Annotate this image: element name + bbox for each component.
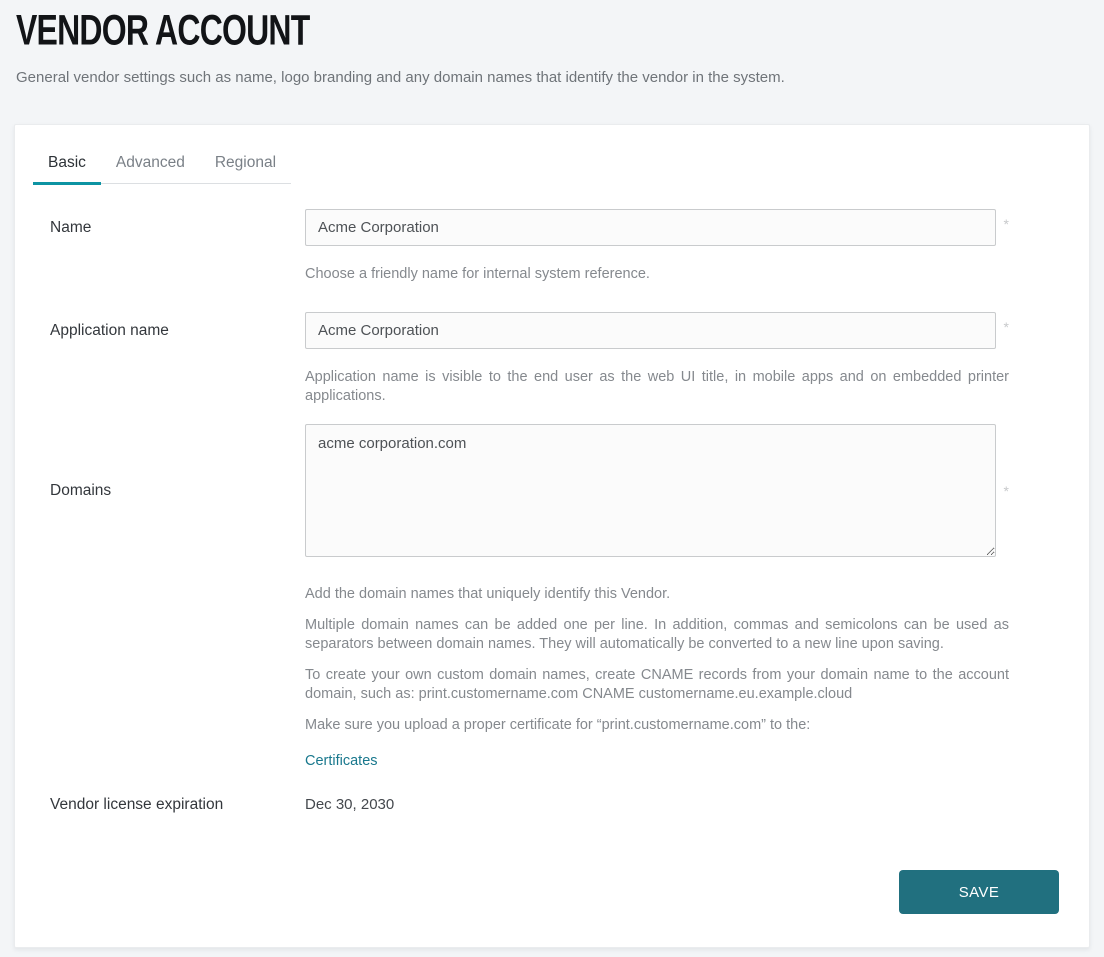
page-subtitle: General vendor settings such as name, logo branding and any domain names that identify the vendor in the system. (16, 69, 785, 86)
domains-field-area (305, 424, 1009, 771)
page-title: VENDOR ACCOUNT (16, 6, 310, 54)
required-asterisk: * (1003, 482, 1009, 499)
application-name-input[interactable] (305, 312, 996, 349)
vendor-settings-form (50, 209, 1089, 815)
domains-help-text-2: Multiple domain names can be added one per line. In addition, commas and semicolons can be used as separators between domain names. They will automatically be converted to a new line upon saving. (305, 617, 1009, 652)
page-header (0, 0, 1104, 88)
domains-help-text-3: To create your own custom domain names, create CNAME records from your domain name to the account domain, such as: print.customername.com CNAME customername.eu.example.cloud (305, 667, 1009, 702)
domains-textarea[interactable] (305, 424, 996, 557)
name-row (50, 209, 1089, 284)
required-asterisk: * (1003, 319, 1009, 335)
required-asterisk: * (1003, 216, 1009, 232)
application-name-row (50, 312, 1089, 406)
domains-row (50, 424, 1089, 771)
domains-help-block (305, 585, 1009, 771)
name-label: Name (50, 218, 92, 236)
name-control-line (305, 209, 1009, 246)
license-expiration-row (50, 795, 1089, 815)
tab-advanced[interactable]: Advanced (115, 154, 185, 171)
domains-label: Domains (50, 481, 112, 499)
settings-panel (14, 124, 1090, 948)
application-name-field-area (305, 312, 1009, 406)
application-name-label: Application name (50, 321, 169, 339)
tab-basic[interactable]: Basic (33, 145, 101, 183)
tab-bar (33, 145, 291, 184)
application-name-help-text: Application name is visible to the end user as the web UI title, in mobile apps and on embedded printer applications. (305, 369, 1009, 404)
save-button[interactable]: SAVE (899, 870, 1059, 914)
tab-regional[interactable]: Regional (214, 154, 277, 171)
license-expiration-label: Vendor license expiration (50, 796, 224, 813)
certificates-link[interactable]: Certificates (305, 753, 378, 769)
domains-control-line (305, 424, 1009, 557)
license-expiration-field-area (305, 795, 1009, 815)
name-field-area (305, 209, 1009, 284)
license-expiration-value: Dec 30, 2030 (305, 796, 395, 813)
application-name-control-line (305, 312, 1009, 349)
domains-help-text-4: Make sure you upload a proper certificate for “print.customername.com” to the: (305, 717, 811, 733)
name-help-text: Choose a friendly name for internal system reference. (305, 266, 650, 282)
name-input[interactable] (305, 209, 996, 246)
domains-help-text-1: Add the domain names that uniquely identify this Vendor. (305, 586, 671, 602)
